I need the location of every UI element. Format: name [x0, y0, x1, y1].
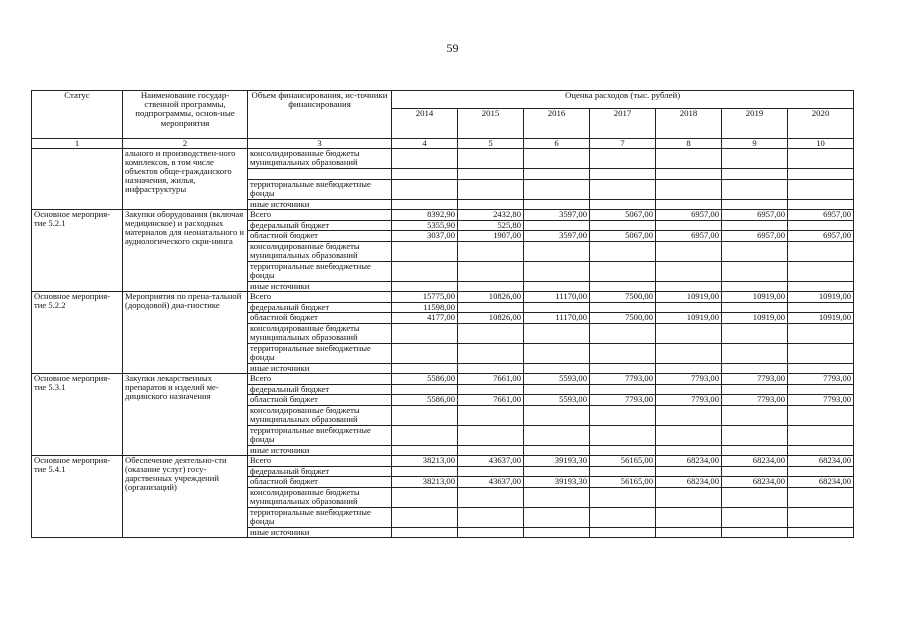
- value-cell: 7793,00: [656, 395, 722, 406]
- value-cell: [722, 384, 788, 395]
- column-number: 5: [458, 139, 524, 149]
- source-label: федеральный бюджет: [248, 220, 392, 231]
- value-cell: [656, 241, 722, 261]
- value-cell: 10919,00: [656, 292, 722, 303]
- value-cell: [590, 261, 656, 281]
- value-cell: [788, 445, 854, 456]
- value-cell: 68234,00: [722, 456, 788, 467]
- value-cell: 6957,00: [722, 210, 788, 221]
- value-cell: [590, 507, 656, 527]
- value-cell: [788, 343, 854, 363]
- value-cell: [722, 302, 788, 313]
- header-financing: Объем финансирования, ис-точники финансирования: [248, 91, 392, 139]
- source-label: территориальные внебюджетные фонды: [248, 343, 392, 363]
- value-cell: [458, 466, 524, 477]
- value-cell: [788, 384, 854, 395]
- source-label: консолидированные бюджеты муниципальных образований: [248, 149, 392, 169]
- source-label: Всего: [248, 456, 392, 467]
- value-cell: 10919,00: [722, 292, 788, 303]
- program-cell: Обеспечение деятельно-сти (оказание услуг) госу-дарственных учреждений (организаций): [123, 456, 248, 538]
- value-cell: 1907,00: [458, 231, 524, 242]
- column-number: 8: [656, 139, 722, 149]
- status-cell: Основное мероприя-тие 5.2.2: [32, 292, 123, 374]
- value-cell: [524, 425, 590, 445]
- header-expenses: Оценка расходов (тыс. рублей): [392, 91, 854, 109]
- source-label: областной бюджет: [248, 313, 392, 324]
- value-cell: [788, 220, 854, 231]
- value-cell: [524, 405, 590, 425]
- value-cell: [656, 302, 722, 313]
- value-cell: 11598,00: [392, 302, 458, 313]
- value-cell: [524, 507, 590, 527]
- value-cell: [458, 487, 524, 507]
- value-cell: 68234,00: [788, 477, 854, 488]
- value-cell: [590, 363, 656, 374]
- value-cell: [788, 261, 854, 281]
- header-year: 2020: [788, 109, 854, 139]
- value-cell: 5067,00: [590, 210, 656, 221]
- value-cell: [722, 445, 788, 456]
- value-cell: [524, 445, 590, 456]
- value-cell: 6957,00: [788, 231, 854, 242]
- value-cell: 7793,00: [656, 374, 722, 385]
- value-cell: 43637,00: [458, 456, 524, 467]
- value-cell: [722, 405, 788, 425]
- value-cell: 7661,00: [458, 374, 524, 385]
- value-cell: 10919,00: [788, 292, 854, 303]
- value-cell: [656, 384, 722, 395]
- value-cell: [458, 241, 524, 261]
- value-cell: 68234,00: [722, 477, 788, 488]
- value-cell: [590, 220, 656, 231]
- value-cell: [458, 445, 524, 456]
- table-row: [32, 292, 854, 303]
- value-cell: 68234,00: [656, 477, 722, 488]
- value-cell: [458, 323, 524, 343]
- status-cell: Основное мероприя-тие 5.3.1: [32, 374, 123, 456]
- value-cell: [656, 507, 722, 527]
- value-cell: [590, 405, 656, 425]
- value-cell: 3597,00: [524, 210, 590, 221]
- value-cell: [392, 323, 458, 343]
- value-cell: [788, 507, 854, 527]
- source-label: консолидированные бюджеты муниципальных образований: [248, 323, 392, 343]
- value-cell: [788, 527, 854, 538]
- source-label: иные источники: [248, 199, 392, 210]
- value-cell: 5586,00: [392, 374, 458, 385]
- value-cell: 39193,30: [524, 456, 590, 467]
- value-cell: [392, 425, 458, 445]
- value-cell: 68234,00: [656, 456, 722, 467]
- value-cell: 7661,00: [458, 395, 524, 406]
- value-cell: [524, 384, 590, 395]
- value-cell: [788, 425, 854, 445]
- value-cell: [590, 343, 656, 363]
- column-number: 4: [392, 139, 458, 149]
- value-cell: 10826,00: [458, 313, 524, 324]
- value-cell: [392, 261, 458, 281]
- value-cell: 56165,00: [590, 456, 656, 467]
- program-cell: Закупки лекарственных препаратов и изделий ме-дицинского назначения: [123, 374, 248, 456]
- source-label: иные источники: [248, 527, 392, 538]
- source-label: федеральный бюджет: [248, 302, 392, 313]
- value-cell: 7793,00: [788, 395, 854, 406]
- value-cell: [722, 343, 788, 363]
- value-cell: [392, 384, 458, 395]
- column-number: 10: [788, 139, 854, 149]
- value-cell: 6957,00: [722, 231, 788, 242]
- value-cell: [458, 281, 524, 292]
- value-cell: [656, 527, 722, 538]
- table-row: [32, 374, 854, 385]
- source-label: территориальные внебюджетные фонды: [248, 261, 392, 281]
- program-cell: Мероприятия по прена-тальной (дородовой) диа-гностике: [123, 292, 248, 374]
- program-cell: ального и производствен-ного комплексов, в том числе объектов обще-гражданского назначения, жилья, инфраструктуры: [123, 149, 248, 210]
- value-cell: 4177,00: [392, 313, 458, 324]
- value-cell: 10826,00: [458, 292, 524, 303]
- source-label: [248, 169, 392, 180]
- value-cell: [656, 425, 722, 445]
- value-cell: [590, 425, 656, 445]
- value-cell: [590, 241, 656, 261]
- header-year: 2016: [524, 109, 590, 139]
- value-cell: [590, 445, 656, 456]
- value-cell: [392, 363, 458, 374]
- value-cell: [722, 241, 788, 261]
- value-cell: [392, 241, 458, 261]
- column-number: 1: [32, 139, 123, 149]
- value-cell: [590, 466, 656, 477]
- value-cell: [722, 323, 788, 343]
- value-cell: [722, 363, 788, 374]
- value-cell: [722, 507, 788, 527]
- value-cell: 7793,00: [590, 374, 656, 385]
- value-cell: [392, 281, 458, 292]
- header-year: 2017: [590, 109, 656, 139]
- source-label: федеральный бюджет: [248, 466, 392, 477]
- value-cell: [458, 405, 524, 425]
- value-cell: [722, 487, 788, 507]
- value-cell: 2432,80: [458, 210, 524, 221]
- budget-table: [31, 90, 854, 538]
- column-number: 2: [123, 139, 248, 149]
- value-cell: [458, 527, 524, 538]
- source-label: Всего: [248, 210, 392, 221]
- column-number: 9: [722, 139, 788, 149]
- value-cell: [788, 487, 854, 507]
- value-cell: [788, 363, 854, 374]
- table-row: [32, 149, 854, 169]
- value-cell: 6957,00: [656, 231, 722, 242]
- source-label: Всего: [248, 292, 392, 303]
- page-number: 59: [446, 41, 459, 55]
- value-cell: 10919,00: [656, 313, 722, 324]
- value-cell: [722, 527, 788, 538]
- source-label: областной бюджет: [248, 395, 392, 406]
- value-cell: 15775,00: [392, 292, 458, 303]
- value-cell: 38213,00: [392, 477, 458, 488]
- status-cell: Основное мероприя-тие 5.4.1: [32, 456, 123, 538]
- value-cell: 3597,00: [524, 231, 590, 242]
- program-cell: Закупки оборудования (включая медицинское) и расходных материалов для неонатального и аудиологического скри-нинга: [123, 210, 248, 292]
- value-cell: [458, 343, 524, 363]
- source-label: областной бюджет: [248, 477, 392, 488]
- value-cell: [722, 281, 788, 292]
- value-cell: [524, 466, 590, 477]
- value-cell: 7793,00: [722, 395, 788, 406]
- source-label: территориальные внебюджетные фонды: [248, 507, 392, 527]
- source-label: консолидированные бюджеты муниципальных образований: [248, 241, 392, 261]
- header-status: Статус: [32, 91, 123, 139]
- value-cell: [656, 487, 722, 507]
- header-year: 2019: [722, 109, 788, 139]
- table-row: [32, 210, 854, 221]
- value-cell: [392, 343, 458, 363]
- table-body: [32, 149, 854, 538]
- value-cell: [392, 527, 458, 538]
- source-label: иные источники: [248, 445, 392, 456]
- value-cell: 5355,90: [392, 220, 458, 231]
- value-cell: [524, 261, 590, 281]
- source-label: иные источники: [248, 281, 392, 292]
- value-cell: [722, 466, 788, 477]
- value-cell: [788, 302, 854, 313]
- value-cell: [590, 323, 656, 343]
- value-cell: [656, 466, 722, 477]
- value-cell: [788, 323, 854, 343]
- value-cell: 39193,30: [524, 477, 590, 488]
- value-cell: [392, 466, 458, 477]
- value-cell: [458, 425, 524, 445]
- value-cell: 10919,00: [788, 313, 854, 324]
- value-cell: 8392,90: [392, 210, 458, 221]
- value-cell: [788, 281, 854, 292]
- value-cell: [590, 384, 656, 395]
- value-cell: [524, 363, 590, 374]
- value-cell: [590, 527, 656, 538]
- value-cell: [524, 302, 590, 313]
- value-cell: [656, 220, 722, 231]
- value-cell: [524, 241, 590, 261]
- value-cell: 6957,00: [656, 210, 722, 221]
- value-cell: 56165,00: [590, 477, 656, 488]
- source-label: иные источники: [248, 363, 392, 374]
- value-cell: 7793,00: [722, 374, 788, 385]
- value-cell: 43637,00: [458, 477, 524, 488]
- value-cell: 5593,00: [524, 374, 590, 385]
- value-cell: 7500,00: [590, 292, 656, 303]
- value-cell: [656, 363, 722, 374]
- value-cell: 11170,00: [524, 313, 590, 324]
- value-cell: [524, 487, 590, 507]
- value-cell: 3037,00: [392, 231, 458, 242]
- table-row: [32, 456, 854, 467]
- value-cell: [722, 220, 788, 231]
- value-cell: 11170,00: [524, 292, 590, 303]
- header-year: 2014: [392, 109, 458, 139]
- value-cell: [656, 323, 722, 343]
- value-cell: [524, 527, 590, 538]
- value-cell: [788, 241, 854, 261]
- value-cell: 10919,00: [722, 313, 788, 324]
- value-cell: [524, 323, 590, 343]
- value-cell: [458, 507, 524, 527]
- value-cell: [656, 261, 722, 281]
- column-number: 7: [590, 139, 656, 149]
- value-cell: [656, 405, 722, 425]
- value-cell: [656, 445, 722, 456]
- source-label: территориальные внебюджетные фонды: [248, 425, 392, 445]
- value-cell: 5067,00: [590, 231, 656, 242]
- value-cell: 6957,00: [788, 210, 854, 221]
- value-cell: [590, 281, 656, 292]
- value-cell: [392, 445, 458, 456]
- value-cell: [590, 487, 656, 507]
- source-label: территориальные внебюджетные фонды: [248, 179, 392, 199]
- source-label: областной бюджет: [248, 231, 392, 242]
- value-cell: 7500,00: [590, 313, 656, 324]
- column-number: 6: [524, 139, 590, 149]
- value-cell: [524, 281, 590, 292]
- value-cell: 5593,00: [524, 395, 590, 406]
- value-cell: [392, 507, 458, 527]
- value-cell: [458, 384, 524, 395]
- value-cell: [458, 363, 524, 374]
- value-cell: [524, 343, 590, 363]
- status-cell: [32, 149, 123, 210]
- value-cell: 7793,00: [590, 395, 656, 406]
- value-cell: 7793,00: [788, 374, 854, 385]
- value-cell: [590, 302, 656, 313]
- header-year: 2015: [458, 109, 524, 139]
- value-cell: [392, 487, 458, 507]
- value-cell: [722, 261, 788, 281]
- value-cell: [656, 343, 722, 363]
- value-cell: 38213,00: [392, 456, 458, 467]
- value-cell: [392, 405, 458, 425]
- value-cell: 525,80: [458, 220, 524, 231]
- value-cell: [788, 405, 854, 425]
- value-cell: [722, 425, 788, 445]
- header-year: 2018: [656, 109, 722, 139]
- value-cell: [788, 466, 854, 477]
- value-cell: [458, 302, 524, 313]
- source-label: федеральный бюджет: [248, 384, 392, 395]
- source-label: консолидированные бюджеты муниципальных образований: [248, 487, 392, 507]
- column-number: 3: [248, 139, 392, 149]
- value-cell: [458, 261, 524, 281]
- value-cell: 68234,00: [788, 456, 854, 467]
- value-cell: 5586,00: [392, 395, 458, 406]
- header-program: Наименование государ-ственной программы, подпрограммы, основ-ные мероприятия: [123, 91, 248, 139]
- value-cell: [656, 281, 722, 292]
- source-label: Всего: [248, 374, 392, 385]
- value-cell: [524, 220, 590, 231]
- source-label: консолидированные бюджеты муниципальных образований: [248, 405, 392, 425]
- status-cell: Основное мероприя-тие 5.2.1: [32, 210, 123, 292]
